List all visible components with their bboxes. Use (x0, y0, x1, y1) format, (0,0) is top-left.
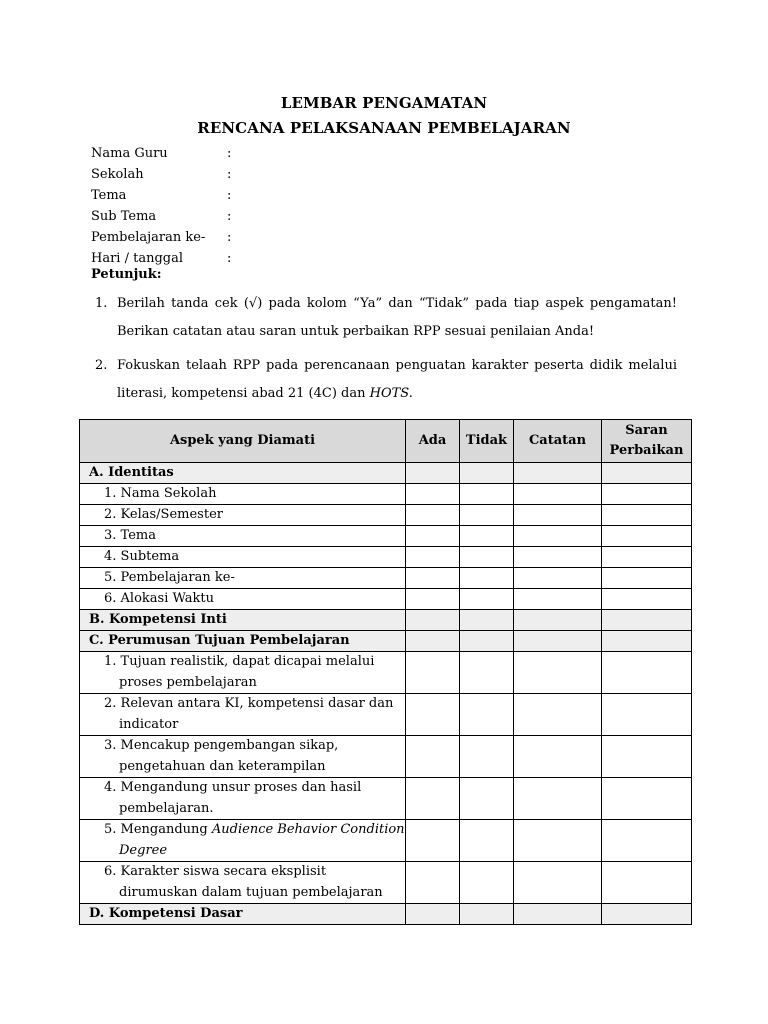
catatan-cell[interactable] (514, 694, 602, 736)
row-label (80, 694, 406, 736)
doc-subtitle: RENCANA PELAKSANAAN PEMBELAJARAN (197, 119, 571, 137)
saran-cell[interactable] (602, 631, 692, 652)
table-row (80, 652, 692, 694)
ada-cell[interactable] (406, 505, 460, 526)
instruction-text: Berilah tanda cek (√) pada kolom “Ya” dan “Tidak” pada tiap aspek pengamatan! Berikan catatan atau saran untuk perbaikan RPP sesuai penilaian Anda! (117, 296, 677, 339)
row-label: 6. Alokasi Waktu (80, 589, 406, 610)
table-row (80, 505, 692, 526)
saran-cell[interactable] (602, 610, 692, 631)
saran-cell[interactable] (602, 862, 692, 904)
saran-cell[interactable] (602, 904, 692, 925)
ada-cell[interactable] (406, 820, 460, 862)
row-label: 4. Subtema (80, 547, 406, 568)
tidak-cell[interactable] (460, 505, 514, 526)
header-saran-line1: Saran (625, 423, 668, 438)
instruction-text (117, 352, 677, 408)
header-catatan: Catatan (514, 420, 602, 463)
catatan-cell[interactable] (514, 631, 602, 652)
catatan-cell[interactable] (514, 547, 602, 568)
info-row-pembelajaran (91, 227, 231, 248)
ada-cell[interactable] (406, 631, 460, 652)
row-label-text: 2. Relevan antara KI, kompetensi dasar dan indicator (104, 696, 394, 732)
catatan-cell[interactable] (514, 652, 602, 694)
saran-cell[interactable] (602, 463, 692, 484)
instruction-number: 2. (95, 358, 108, 373)
catatan-cell[interactable] (514, 736, 602, 778)
saran-cell[interactable] (602, 589, 692, 610)
info-row-sub-tema (91, 206, 231, 227)
table-row (80, 778, 692, 820)
row-label-text (104, 820, 405, 861)
table-row (80, 547, 692, 568)
table-section-row (80, 904, 692, 925)
tidak-cell[interactable] (460, 736, 514, 778)
saran-cell[interactable] (602, 547, 692, 568)
ada-cell[interactable] (406, 526, 460, 547)
ada-cell[interactable] (406, 610, 460, 631)
tidak-cell[interactable] (460, 652, 514, 694)
ada-cell[interactable] (406, 568, 460, 589)
section-a-label: A. Identitas (80, 463, 406, 484)
section-b-label: B. Kompetensi Inti (80, 610, 406, 631)
tidak-cell[interactable] (460, 589, 514, 610)
instruction-2 (91, 352, 677, 408)
ada-cell[interactable] (406, 652, 460, 694)
row-label: 3. Tema (80, 526, 406, 547)
ada-cell[interactable] (406, 463, 460, 484)
saran-cell[interactable] (602, 568, 692, 589)
table-section-row (80, 610, 692, 631)
table-row (80, 820, 692, 862)
catatan-cell[interactable] (514, 610, 602, 631)
table-section-row (80, 631, 692, 652)
section-d-label: D. Kompetensi Dasar (80, 904, 406, 925)
row-label-plain: 5. Mengandung (104, 822, 212, 837)
info-label: Sub Tema (91, 209, 157, 224)
catatan-cell[interactable] (514, 526, 602, 547)
tidak-cell[interactable] (460, 610, 514, 631)
tidak-cell[interactable] (460, 568, 514, 589)
tidak-cell[interactable] (460, 631, 514, 652)
saran-cell[interactable] (602, 484, 692, 505)
row-label: 1. Nama Sekolah (80, 484, 406, 505)
catatan-cell[interactable] (514, 589, 602, 610)
row-label (80, 652, 406, 694)
row-label: 5. Pembelajaran ke- (80, 568, 406, 589)
table-row (80, 484, 692, 505)
table-row (80, 736, 692, 778)
table-header-row (80, 420, 692, 463)
instruction-number: 1. (95, 296, 108, 311)
instruction-1 (91, 290, 677, 346)
tidak-cell[interactable] (460, 820, 514, 862)
info-fields (91, 143, 231, 269)
row-label (80, 820, 406, 862)
info-label: Hari / tanggal (91, 251, 184, 266)
row-label-text: 4. Mengandung unsur proses dan hasil pembelajaran. (104, 780, 362, 816)
saran-cell[interactable] (602, 526, 692, 547)
row-label-text: 6. Karakter siswa secara eksplisit dirumuskan dalam tujuan pembelajaran (104, 864, 383, 900)
tidak-cell[interactable] (460, 694, 514, 736)
row-label (80, 778, 406, 820)
info-colon: : (227, 230, 232, 245)
tidak-cell[interactable] (460, 526, 514, 547)
catatan-cell[interactable] (514, 463, 602, 484)
header-aspek: Aspek yang Diamati (80, 420, 406, 463)
ada-cell[interactable] (406, 484, 460, 505)
section-c-label: C. Perumusan Tujuan Pembelajaran (80, 631, 406, 652)
tidak-cell[interactable] (460, 904, 514, 925)
table-row (80, 568, 692, 589)
info-row-nama-guru (91, 143, 231, 164)
header-saran-line2: Perbaikan (609, 443, 684, 458)
ada-cell[interactable] (406, 694, 460, 736)
tidak-cell[interactable] (460, 778, 514, 820)
info-label: Sekolah (91, 167, 144, 182)
table-row (80, 589, 692, 610)
info-colon: : (227, 188, 232, 203)
saran-cell[interactable] (602, 778, 692, 820)
tidak-cell[interactable] (460, 484, 514, 505)
info-colon: : (227, 146, 232, 161)
tidak-cell[interactable] (460, 463, 514, 484)
row-label-italic: Audience Behavior Condition Degree (119, 822, 405, 858)
tidak-cell[interactable] (460, 862, 514, 904)
saran-cell[interactable] (602, 736, 692, 778)
instruction-text-italic: HOTS. (369, 386, 413, 401)
row-label (80, 736, 406, 778)
doc-title: LEMBAR PENGAMATAN (280, 94, 488, 112)
saran-cell[interactable] (602, 652, 692, 694)
ada-cell[interactable] (406, 547, 460, 568)
catatan-cell[interactable] (514, 820, 602, 862)
table-row (80, 694, 692, 736)
catatan-cell[interactable] (514, 505, 602, 526)
header-saran (602, 420, 692, 463)
row-label (80, 862, 406, 904)
table-row (80, 526, 692, 547)
info-row-hari-tanggal (91, 248, 231, 269)
info-label: Tema (91, 188, 127, 203)
info-row-sekolah (91, 164, 231, 185)
ada-cell[interactable] (406, 862, 460, 904)
saran-cell[interactable] (602, 505, 692, 526)
observation-table (79, 419, 692, 925)
info-colon: : (227, 167, 232, 182)
header-ada: Ada (406, 420, 460, 463)
tidak-cell[interactable] (460, 547, 514, 568)
catatan-cell[interactable] (514, 778, 602, 820)
saran-cell[interactable] (602, 820, 692, 862)
catatan-cell[interactable] (514, 862, 602, 904)
info-label: Pembelajaran ke- (91, 230, 206, 245)
ada-cell[interactable] (406, 589, 460, 610)
row-label-text: 1. Tujuan realistik, dapat dicapai melalui proses pembelajaran (104, 654, 375, 690)
catatan-cell[interactable] (514, 568, 602, 589)
info-label: Nama Guru (91, 146, 168, 161)
ada-cell[interactable] (406, 904, 460, 925)
instruction-text-main: Fokuskan telaah RPP pada perencanaan penguatan karakter peserta didik melalui literasi, kompetensi abad 21 (4C) dan (117, 358, 677, 401)
row-label: 2. Kelas/Semester (80, 505, 406, 526)
ada-cell[interactable] (406, 736, 460, 778)
saran-cell[interactable] (602, 694, 692, 736)
header-tidak: Tidak (460, 420, 514, 463)
table-row (80, 862, 692, 904)
info-colon: : (227, 251, 232, 266)
petunjuk-heading: Petunjuk: (91, 267, 162, 282)
info-row-tema (91, 185, 231, 206)
catatan-cell[interactable] (514, 904, 602, 925)
ada-cell[interactable] (406, 778, 460, 820)
row-label-text: 3. Mencakup pengembangan sikap, pengetahuan dan keterampilan (104, 738, 339, 774)
table-section-row (80, 463, 692, 484)
info-colon: : (227, 209, 232, 224)
catatan-cell[interactable] (514, 484, 602, 505)
